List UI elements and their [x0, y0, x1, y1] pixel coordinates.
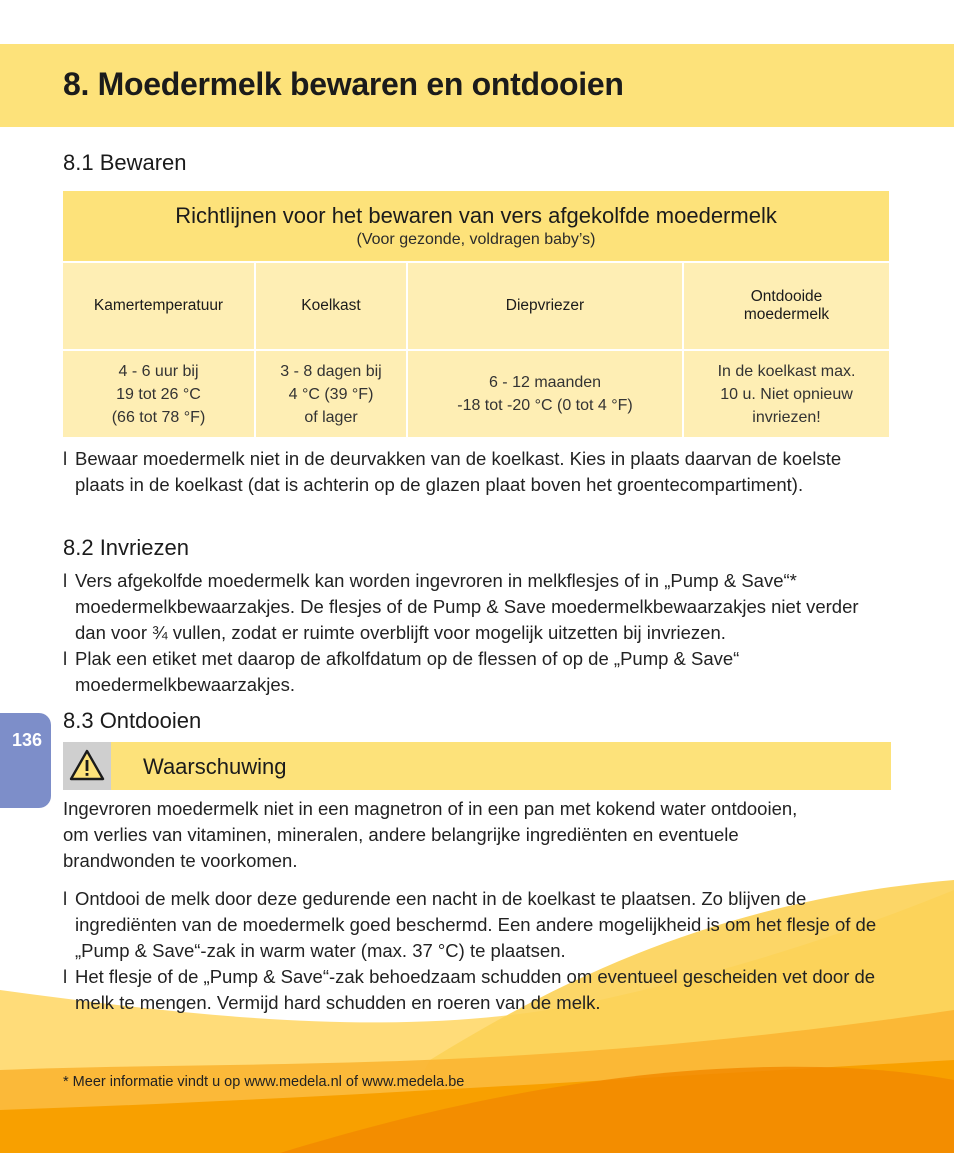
bewaren-bullets	[63, 446, 893, 498]
column-header: Ontdooide moedermelk	[684, 263, 889, 349]
section-heading-bewaren: 8.1 Bewaren	[63, 150, 187, 175]
table-subtitle: (Voor gezonde, voldragen baby’s)	[356, 231, 596, 248]
list-item: l Vers afgekolfde moedermelk kan worden ingevroren in melkflesjes of in „Pump & Save“* moedermelkbewaarzakjes. De flesjes of de Pump & Save moedermelkbewaarzakjes niet verder dan voor ¾ vullen, zodat er ruimte overblijft voor mogelijk uitzetten bij invriezen.	[63, 570, 859, 643]
table-cell: 3 - 8 dagen bij 4 °C (39 °F) of lager	[256, 351, 406, 437]
page-title: 8. Moedermelk bewaren en ontdooien	[63, 66, 624, 102]
section-heading-ontdooien: 8.3 Ontdooien	[63, 708, 202, 733]
table-cell: 4 - 6 uur bij 19 tot 26 °C (66 tot 78 °F)	[63, 351, 254, 437]
list-item: l Het flesje of de „Pump & Save“-zak behoedzaam schudden om eventueel gescheiden vet door de melk te mengen. Vermijd hard schudden en roeren van de melk.	[63, 966, 876, 1013]
list-item: l Ontdooi de melk door deze gedurende een nacht in de koelkast te plaatsen. Zo blijven de ingrediënten van de moedermelk goed beschermd. Een andere mogelijkheid is om het flesje of de „Pump & Save“-zak in warm water (max. 37 °C) te plaatsen.	[63, 888, 877, 961]
table-title: Richtlijnen voor het bewaren van vers afgekolfde moedermelk	[175, 203, 777, 228]
page-number-tab	[0, 713, 51, 808]
list-item: l Bewaar moedermelk niet in de deurvakken van de koelkast. Kies in plaats daarvan de koelste plaats in de koelkast (dat is achterin op de glazen plaat boven het groentecompartiment).	[63, 448, 842, 495]
warning-banner	[63, 742, 891, 790]
bullet-mark: l	[63, 966, 68, 987]
bullet-mark: l	[63, 888, 68, 909]
section-heading-invriezen: 8.2 Invriezen	[63, 535, 189, 560]
table-cell: 6 - 12 maanden -18 tot -20 °C (0 tot 4 °F)	[408, 351, 682, 437]
column-header: Kamertemperatuur	[63, 263, 254, 349]
bullet-mark: l	[63, 648, 68, 669]
warning-icon-box	[63, 742, 111, 790]
column-header: Diepvriezer	[408, 263, 682, 349]
footnote: * Meer informatie vindt u op www.medela.nl of www.medela.be	[63, 1074, 465, 1090]
bullet-mark: l	[63, 448, 68, 469]
warning-text: Ingevroren moedermelk niet in een magnetron of in een pan met kokend water ontdooien, om verlies van vitaminen, mineralen, andere belangrijke ingrediënten en eventuele brandwonden te voorkomen.	[63, 798, 798, 871]
list-item: l Plak een etiket met daarop de afkolfdatum op de flessen of op de „Pump & Save“ moedermelkbewaarzakjes.	[63, 648, 740, 695]
storage-guidelines-table	[61, 189, 891, 439]
table-cell: In de koelkast max. 10 u. Niet opnieuw invriezen!	[684, 351, 889, 437]
ontdooien-bullets	[63, 886, 893, 1016]
table-title-cell	[63, 191, 889, 261]
bullet-mark: l	[63, 570, 68, 591]
column-header: Koelkast	[256, 263, 406, 349]
warning-label: Waarschuwing	[143, 754, 287, 779]
invriezen-bullets	[63, 568, 893, 698]
page-number: 136	[12, 730, 43, 750]
warning-triangle-icon	[63, 742, 111, 790]
